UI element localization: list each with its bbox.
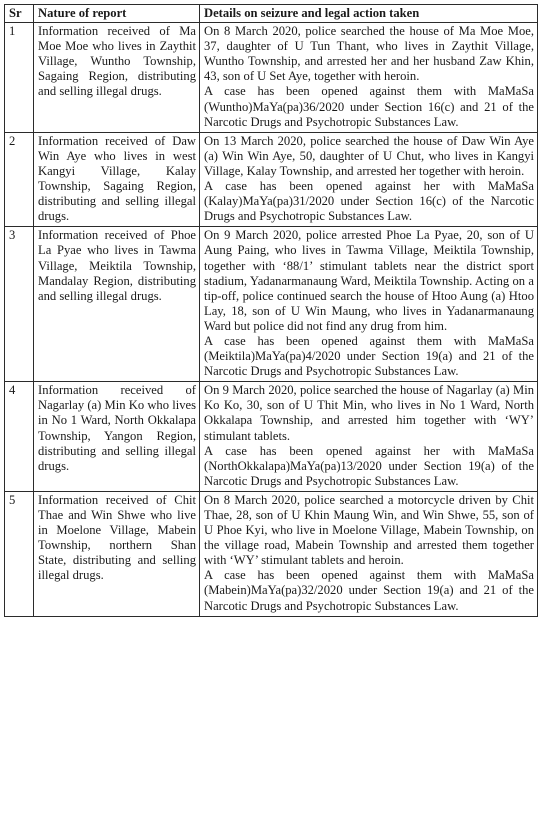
row-details-seizure: On 13 March 2020, police searched the house of Daw Win Aye (a) Win Win Aye, 50, daughter of U Chut, who lives in Kangyi Village, Kalay Township, and arrested her together with heroin. xyxy=(204,133,534,178)
row-sr: 3 xyxy=(5,227,34,382)
row-details-seizure: On 9 March 2020, police searched the house of Nagarlay (a) Min Ko Ko, 30, son of U Thit Min, who lives in No 1 Ward, North Okkalapa Township, and arrested him together with ‘WY’ stimulant tablets. xyxy=(204,383,534,443)
row-details xyxy=(200,23,538,133)
row-details xyxy=(200,132,538,227)
row-nature: Information received of Chit Thae and Win Shwe who live in Moelone Village, Mabein Township, northern Shan State, distributing and selling illegal drugs. xyxy=(34,491,200,616)
table-row xyxy=(5,23,538,133)
row-details-case: A case has been opened against her with MaMaSa (NorthOkkalapa)MaYa(pa)13/2020 under Section 19(a) of the Narcotic Drugs and Psychotropic Substances Law. xyxy=(204,443,534,488)
row-details xyxy=(200,491,538,616)
table-row xyxy=(5,132,538,227)
table-header-row xyxy=(5,5,538,23)
row-nature: Information received of Daw Win Aye who lives in west Kangyi Village, Kalay Township, Sagaing Region, distributing and selling illegal drugs. xyxy=(34,132,200,227)
row-sr: 5 xyxy=(5,491,34,616)
row-sr: 2 xyxy=(5,132,34,227)
table-row xyxy=(5,227,538,382)
row-details xyxy=(200,227,538,382)
row-nature: Information received of Ma Moe Moe who lives in Zaythit Village, Wuntho Township, Sagaing Region, distributing and selling illegal drugs. xyxy=(34,23,200,133)
row-details-seizure: On 8 March 2020, police searched a motorcycle driven by Chit Thae, 28, son of U Khin Maung Win, and Win Shwe, 55, son of U Phoe Kyi, who live in Moelone Village, Mabein Township, on the village road, Mabein Township and arrested them together with ‘WY’ stimulant tablets and heroin. xyxy=(204,492,534,568)
row-sr: 1 xyxy=(5,23,34,133)
seizure-report-table xyxy=(4,4,538,617)
row-details-case: A case has been opened against them with MaMaSa (Wuntho)MaYa(pa)36/2020 under Section 16(c) and 21 of the Narcotic Drugs and Psychotropic Substances Law. xyxy=(204,84,534,129)
header-sr: Sr xyxy=(5,5,34,23)
row-details xyxy=(200,382,538,492)
table-row xyxy=(5,382,538,492)
row-details-case: A case has been opened against her with MaMaSa (Kalay)MaYa(pa)31/2020 under Section 16(c) of the Narcotic Drugs and Psychotropic Substances Law. xyxy=(204,179,534,224)
row-details-seizure: On 9 March 2020, police arrested Phoe La Pyae, 20, son of U Aung Paing, who lives in Tawma Village, Meiktila Township, together with ‘88/1’ stimulant tablets near the district sport stadium, Yadanarmanaung Ward, Meiktila Township. Acting on a tip-off, police continued search the house of Htoo Aung (a) Htoo Lay, 18, son of U Win Maung, who lives in Yadanarmanaung Ward but police did not find any drug from him. xyxy=(204,228,534,333)
header-details: Details on seizure and legal action taken xyxy=(200,5,538,23)
row-sr: 4 xyxy=(5,382,34,492)
table-row xyxy=(5,491,538,616)
row-nature: Information received of Phoe La Pyae who lives in Tawma Village, Meiktila Township, Mandalay Region, distributing and selling illegal drugs. xyxy=(34,227,200,382)
row-details-case: A case has been opened against them with MaMaSa (Mabein)MaYa(pa)32/2020 under Section 19(a) and 21 of the Narcotic Drugs and Psychotropic Substances Law. xyxy=(204,568,534,613)
row-nature: Information received of Nagarlay (a) Min Ko who lives in No 1 Ward, North Okkalapa Township, Yangon Region, distributing and selling illegal drugs. xyxy=(34,382,200,492)
header-nature-of-report: Nature of report xyxy=(34,5,200,23)
row-details-seizure: On 8 March 2020, police searched the house of Ma Moe Moe, 37, daughter of U Tun Thant, who lives in Zaythit Village, Wuntho Township, and arrested her and her husband Zaw Khin, 43, son of U Set Aye, together with heroin. xyxy=(204,24,534,84)
row-details-case: A case has been opened against them with MaMaSa (Meiktila)MaYa(pa)4/2020 under Section 19(a) and 21 of the Narcotic Drugs and Psychotropic Substances Law. xyxy=(204,333,534,379)
